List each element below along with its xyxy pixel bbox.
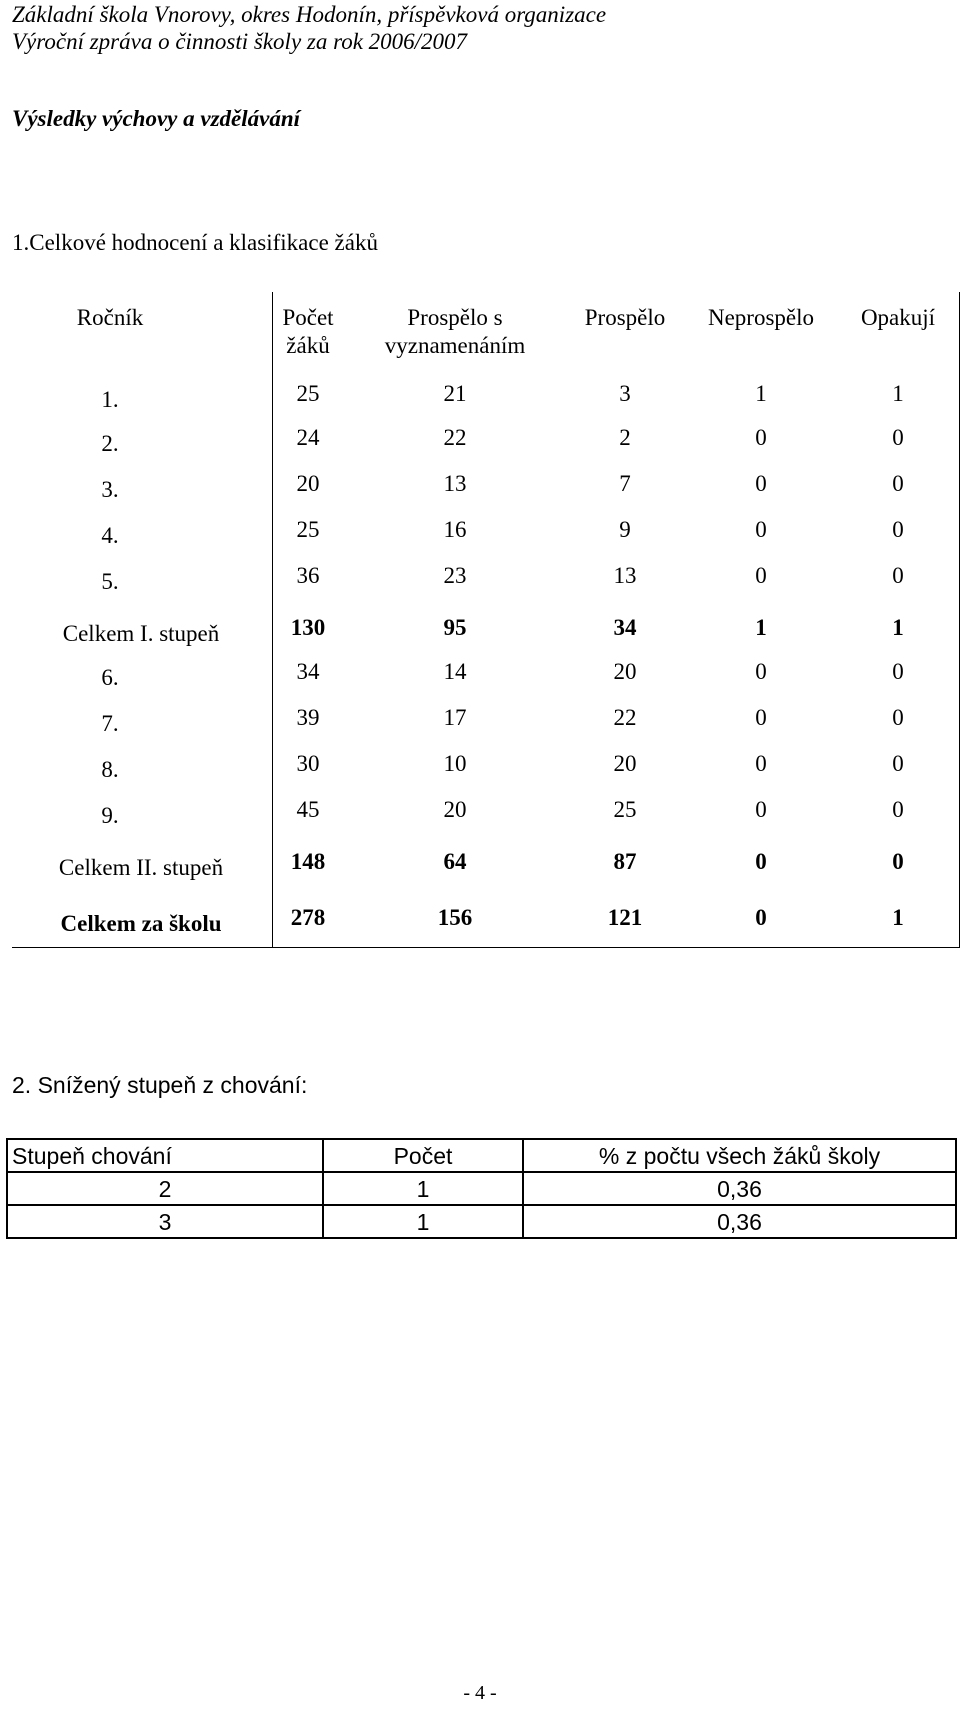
table-row <box>7 1172 956 1205</box>
cell-opakuji: 0 <box>892 849 904 874</box>
cell-prospelo: 3 <box>619 381 631 406</box>
cell-vyznam: 95 <box>443 615 467 640</box>
cell-prospelo: 20 <box>613 751 637 776</box>
cell-prospelo: 25 <box>613 797 637 822</box>
cell-procento: 0,36 <box>523 1172 956 1205</box>
header-vyznam-line2: vyznamenáním <box>384 333 526 358</box>
cell-opakuji: 1 <box>892 615 904 640</box>
cell-prospelo: 7 <box>619 471 631 496</box>
cell-prospelo: 34 <box>613 615 637 640</box>
cell-opakuji: 1 <box>892 381 904 406</box>
header-rocnik: Ročník <box>76 305 144 330</box>
cell-neprospelo: 0 <box>755 705 767 730</box>
cell-neprospelo: 0 <box>755 659 767 684</box>
cell-vyznam: 64 <box>443 849 467 874</box>
cell-pocet: 30 <box>296 751 320 776</box>
cell-vyznam: 10 <box>443 751 467 776</box>
cell-opakuji: 0 <box>892 797 904 822</box>
cell-pocet: 25 <box>296 381 320 406</box>
cell-neprospelo: 0 <box>755 905 767 930</box>
cell-stupen: 3 <box>7 1205 323 1238</box>
cell-label: 5. <box>101 569 119 594</box>
cell-neprospelo: 0 <box>755 797 767 822</box>
cell-prospelo: 87 <box>613 849 637 874</box>
cell-label: 8. <box>101 757 119 782</box>
cell-vyznam: 21 <box>443 381 467 406</box>
cell-vyznam: 13 <box>443 471 467 496</box>
table2-caption: 2. Snížený stupeň z chování: <box>12 1072 308 1098</box>
header-pocet-line2: žáků <box>286 333 330 358</box>
cell-procento: 0,36 <box>523 1205 956 1238</box>
cell-neprospelo: 1 <box>755 381 767 406</box>
classification-table <box>12 292 960 948</box>
cell-opakuji: 0 <box>892 563 904 588</box>
header-prospelo: Prospělo <box>584 305 666 330</box>
cell-vyznam: 20 <box>443 797 467 822</box>
cell-opakuji: 0 <box>892 705 904 730</box>
cell-pocet: 278 <box>290 905 326 930</box>
cell-prospelo: 2 <box>619 425 631 450</box>
cell-prospelo: 20 <box>613 659 637 684</box>
cell-pocet: 20 <box>296 471 320 496</box>
cell-neprospelo: 1 <box>755 615 767 640</box>
cell-vyznam: 17 <box>443 705 467 730</box>
cell-label: 6. <box>101 665 119 690</box>
cell-prospelo: 22 <box>613 705 637 730</box>
cell-neprospelo: 0 <box>755 751 767 776</box>
cell-label: Celkem II. stupeň <box>58 855 224 880</box>
cell-pocet: 34 <box>296 659 320 684</box>
cell-label: Celkem I. stupeň <box>62 621 220 646</box>
cell-neprospelo: 0 <box>755 471 767 496</box>
table-row <box>7 1205 956 1238</box>
cell-vyznam: 22 <box>443 425 467 450</box>
header-stupen: Stupeň chování <box>7 1139 323 1172</box>
cell-prospelo: 9 <box>619 517 631 542</box>
cell-pocet: 45 <box>296 797 320 822</box>
cell-neprospelo: 0 <box>755 517 767 542</box>
cell-pocet: 130 <box>290 615 326 640</box>
header-procento: % z počtu všech žáků školy <box>523 1139 956 1172</box>
cell-vyznam: 23 <box>443 563 467 588</box>
cell-opakuji: 1 <box>892 905 904 930</box>
header-opakuji: Opakují <box>860 305 936 330</box>
document-header-report: Výroční zpráva o činnosti školy za rok 2006/2007 <box>12 29 468 54</box>
cell-opakuji: 0 <box>892 751 904 776</box>
cell-opakuji: 0 <box>892 425 904 450</box>
cell-neprospelo: 0 <box>755 849 767 874</box>
cell-label: 2. <box>101 431 119 456</box>
cell-pocet: 24 <box>296 425 320 450</box>
cell-label: 3. <box>101 477 119 502</box>
header-pocet: Počet <box>323 1139 523 1172</box>
document-header-school: Základní škola Vnorovy, okres Hodonín, příspěvková organizace <box>12 2 607 27</box>
cell-opakuji: 0 <box>892 471 904 496</box>
cell-neprospelo: 0 <box>755 563 767 588</box>
cell-label: 1. <box>101 387 119 412</box>
header-pocet-line1: Počet <box>282 305 334 330</box>
cell-vyznam: 16 <box>443 517 467 542</box>
cell-pocet: 1 <box>323 1172 523 1205</box>
table1-caption: 1.Celkové hodnocení a klasifikace žáků <box>12 230 378 255</box>
header-vyznamenani <box>352 304 558 360</box>
header-pocet <box>272 304 344 360</box>
cell-prospelo: 13 <box>613 563 637 588</box>
cell-pocet: 148 <box>290 849 326 874</box>
cell-stupen: 2 <box>7 1172 323 1205</box>
cell-label: 7. <box>101 711 119 736</box>
page-number: - 4 - <box>463 1682 497 1704</box>
cell-pocet: 39 <box>296 705 320 730</box>
behavior-table <box>6 1138 957 1239</box>
header-vyznam-line1: Prospělo s <box>407 305 503 330</box>
cell-label: 9. <box>101 803 119 828</box>
cell-pocet: 1 <box>323 1205 523 1238</box>
cell-label: Celkem za školu <box>60 911 222 936</box>
section-title: Výsledky výchovy a vzdělávání <box>12 106 301 131</box>
cell-opakuji: 0 <box>892 517 904 542</box>
cell-pocet: 25 <box>296 517 320 542</box>
cell-pocet: 36 <box>296 563 320 588</box>
table2-header-row <box>7 1139 956 1172</box>
cell-prospelo: 121 <box>607 905 643 930</box>
cell-neprospelo: 0 <box>755 425 767 450</box>
cell-opakuji: 0 <box>892 659 904 684</box>
cell-vyznam: 14 <box>443 659 467 684</box>
cell-vyznam: 156 <box>437 905 473 930</box>
header-neprospelo: Neprospělo <box>707 305 815 330</box>
cell-label: 4. <box>101 523 119 548</box>
